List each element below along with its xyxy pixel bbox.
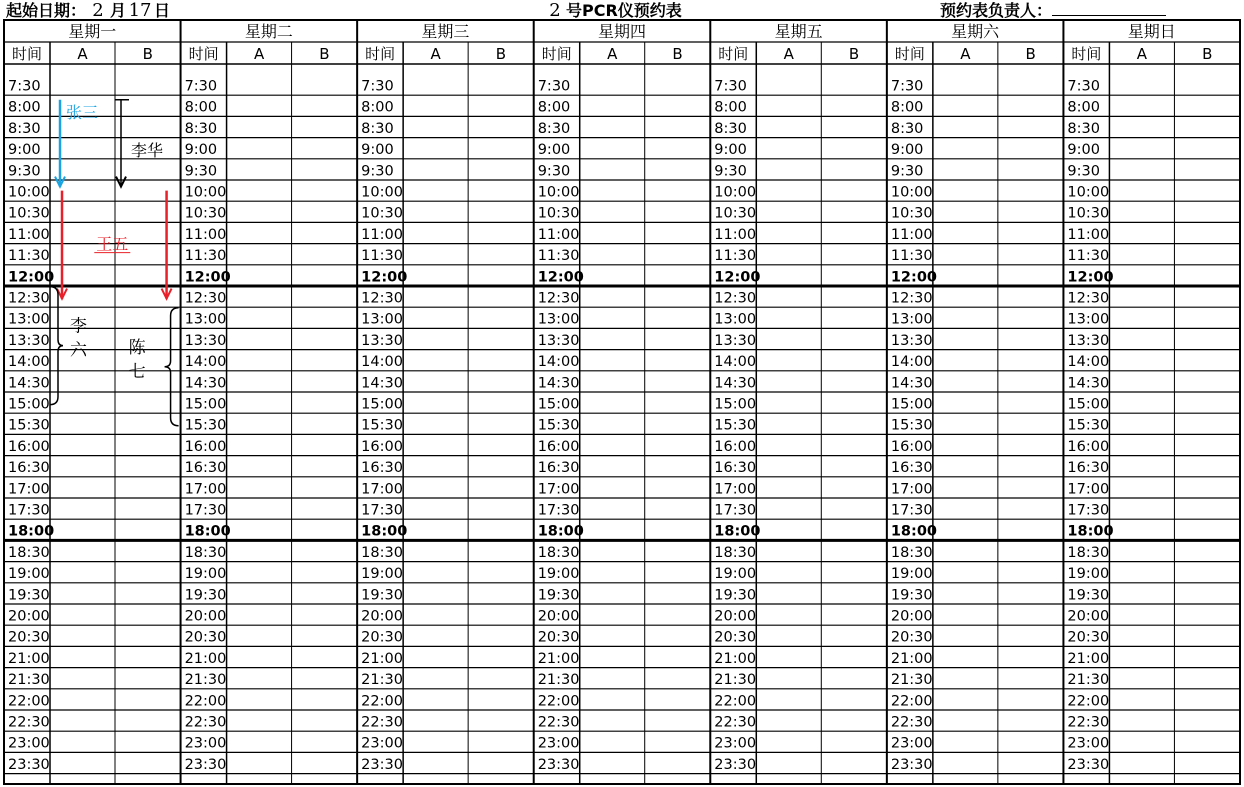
time-label: 12:30 <box>890 290 933 307</box>
time-label: 9:30 <box>890 163 924 180</box>
time-label: 21:30 <box>1067 672 1110 689</box>
time-header: 时间 <box>1071 45 1102 63</box>
time-label: 20:30 <box>361 629 403 646</box>
time-label: 10:30 <box>714 205 757 222</box>
name-char: 七 <box>128 361 146 382</box>
start-date-label: 起始日期： <box>6 1 87 20</box>
time-label: 19:00 <box>8 566 50 583</box>
col-b-header: B <box>319 45 330 63</box>
time-label: 12:30 <box>537 290 580 307</box>
time-label: 12:30 <box>184 290 227 307</box>
time-header: 时间 <box>541 45 572 63</box>
time-header: 时间 <box>188 45 219 63</box>
time-label: 16:30 <box>890 460 933 477</box>
time-label: 21:30 <box>184 672 227 689</box>
time-label: 17:30 <box>361 502 403 519</box>
time-label: 11:30 <box>361 248 403 265</box>
time-label: 18:30 <box>714 544 757 561</box>
time-label: 18:30 <box>361 544 403 561</box>
time-label: 20:30 <box>537 629 580 646</box>
day-value: 17 <box>126 3 154 20</box>
time-label: 20:00 <box>184 608 227 625</box>
col-a-header: A <box>430 45 441 63</box>
time-label: 15:00 <box>890 396 933 413</box>
time-label: 19:30 <box>714 587 757 604</box>
time-label: 16:30 <box>537 460 580 477</box>
time-label: 11:30 <box>8 248 50 265</box>
time-label: 16:30 <box>184 460 227 477</box>
time-label: 19:30 <box>890 587 933 604</box>
time-label: 15:00 <box>8 396 50 413</box>
col-b-header: B <box>1025 45 1036 63</box>
time-label: 18:00 <box>1067 523 1114 540</box>
manager-label: 预约表负责人： <box>940 1 1053 20</box>
time-label: 21:30 <box>714 672 757 689</box>
time-label: 15:00 <box>1067 396 1110 413</box>
time-label: 21:30 <box>361 672 403 689</box>
time-label: 16:00 <box>184 438 227 455</box>
time-label: 20:00 <box>8 608 50 625</box>
time-label: 14:30 <box>184 375 227 392</box>
col-a-header: A <box>783 45 794 63</box>
time-label: 7:30 <box>714 78 747 95</box>
col-a-header: A <box>960 45 971 63</box>
time-label: 22:00 <box>361 693 403 710</box>
time-label: 13:30 <box>1067 332 1110 349</box>
time-label: 19:00 <box>184 566 227 583</box>
time-label: 22:30 <box>184 714 227 731</box>
time-label: 14:30 <box>890 375 933 392</box>
time-label: 17:00 <box>361 481 403 498</box>
time-label: 9:00 <box>8 142 41 159</box>
time-label: 14:00 <box>361 354 403 371</box>
time-label: 19:00 <box>537 566 580 583</box>
time-label: 23:00 <box>184 735 227 752</box>
time-label: 11:30 <box>184 248 227 265</box>
time-label: 23:30 <box>361 756 403 773</box>
time-label: 20:00 <box>1067 608 1110 625</box>
time-label: 10:00 <box>714 184 757 201</box>
time-label: 11:30 <box>537 248 580 265</box>
time-label: 22:30 <box>8 714 50 731</box>
time-label: 13:00 <box>8 311 50 328</box>
time-label: 19:30 <box>1067 587 1110 604</box>
time-header: 时间 <box>11 45 43 63</box>
time-label: 16:00 <box>361 438 403 455</box>
time-label: 8:00 <box>1067 99 1100 116</box>
time-label: 8:00 <box>361 99 394 116</box>
time-label: 18:30 <box>537 544 580 561</box>
time-label: 13:00 <box>714 311 757 328</box>
time-label: 8:30 <box>714 120 747 137</box>
time-label: 10:30 <box>890 205 933 222</box>
time-label: 18:00 <box>184 523 231 540</box>
time-label: 16:00 <box>890 438 933 455</box>
time-label: 18:30 <box>890 544 933 561</box>
time-label: 23:30 <box>537 756 580 773</box>
time-label: 9:00 <box>714 142 747 159</box>
title-text: 号PCR仪预约表 <box>566 1 682 20</box>
time-label: 23:30 <box>890 756 933 773</box>
time-label: 14:00 <box>1067 354 1110 371</box>
col-a-header: A <box>77 45 88 63</box>
time-label: 23:00 <box>714 735 757 752</box>
time-label: 19:00 <box>890 566 933 583</box>
time-label: 15:00 <box>184 396 227 413</box>
time-label: 20:30 <box>184 629 227 646</box>
time-label: 9:00 <box>890 142 924 159</box>
time-label: 19:00 <box>1067 566 1110 583</box>
time-label: 10:30 <box>361 205 403 222</box>
month-value: 2 <box>86 3 110 20</box>
time-label: 21:00 <box>537 650 580 667</box>
time-label: 21:00 <box>361 650 403 667</box>
time-label: 8:30 <box>8 120 41 137</box>
time-label: 8:00 <box>8 99 41 116</box>
time-label: 9:00 <box>184 142 218 159</box>
time-label: 16:30 <box>714 460 757 477</box>
time-label: 13:00 <box>890 311 933 328</box>
time-label: 8:00 <box>890 99 924 116</box>
time-label: 21:00 <box>1067 650 1110 667</box>
time-label: 22:30 <box>537 714 580 731</box>
time-label: 17:30 <box>537 502 580 519</box>
time-label: 17:00 <box>184 481 227 498</box>
time-label: 10:30 <box>184 205 227 222</box>
time-label: 22:30 <box>714 714 757 731</box>
time-label: 12:30 <box>8 290 50 307</box>
time-label: 17:00 <box>8 481 50 498</box>
time-label: 20:30 <box>1067 629 1110 646</box>
day-name: 星期一 <box>68 22 117 41</box>
time-label: 15:30 <box>1067 417 1110 434</box>
time-label: 15:30 <box>890 417 933 434</box>
time-label: 15:30 <box>714 417 757 434</box>
time-label: 9:00 <box>1067 142 1100 159</box>
day-name: 星期二 <box>244 22 293 41</box>
time-label: 12:00 <box>537 269 584 286</box>
time-label: 15:00 <box>361 396 403 413</box>
time-label: 14:30 <box>537 375 580 392</box>
time-label: 22:30 <box>890 714 933 731</box>
time-label: 8:00 <box>184 99 218 116</box>
time-label: 22:30 <box>361 714 403 731</box>
time-label: 7:30 <box>184 78 218 95</box>
col-a-header: A <box>1136 45 1148 63</box>
time-label: 21:30 <box>8 672 50 689</box>
time-label: 13:30 <box>890 332 933 349</box>
time-label: 8:30 <box>537 120 571 137</box>
time-label: 18:00 <box>8 523 55 540</box>
time-label: 20:00 <box>537 608 580 625</box>
time-label: 12:30 <box>1067 290 1110 307</box>
time-label: 23:30 <box>8 756 50 773</box>
time-label: 9:30 <box>361 163 394 180</box>
time-label: 22:00 <box>8 693 50 710</box>
time-label: 18:00 <box>537 523 584 540</box>
time-label: 9:30 <box>537 163 571 180</box>
time-label: 23:00 <box>537 735 580 752</box>
time-label: 11:30 <box>890 248 933 265</box>
time-label: 23:00 <box>8 735 50 752</box>
reservation-name: 李华 <box>131 141 164 161</box>
time-label: 16:00 <box>1067 438 1110 455</box>
time-label: 20:00 <box>714 608 757 625</box>
reservation-brace <box>165 308 179 426</box>
time-header: 时间 <box>718 45 749 63</box>
time-label: 11:00 <box>184 226 227 243</box>
time-label: 14:00 <box>8 354 50 371</box>
time-label: 7:30 <box>537 78 571 95</box>
time-label: 23:30 <box>714 756 757 773</box>
time-label: 8:30 <box>361 120 394 137</box>
time-label: 11:30 <box>1067 248 1110 265</box>
time-label: 16:00 <box>714 438 757 455</box>
time-label: 14:00 <box>890 354 933 371</box>
time-label: 15:30 <box>8 417 50 434</box>
grid-text <box>8 22 1212 773</box>
reservation-bracket <box>115 100 129 187</box>
time-label: 23:00 <box>890 735 933 752</box>
day-suffix: 日 <box>154 1 171 20</box>
time-label: 19:30 <box>361 587 403 604</box>
time-label: 16:30 <box>8 460 50 477</box>
time-label: 18:30 <box>184 544 227 561</box>
time-label: 10:30 <box>1067 205 1110 222</box>
time-label: 8:30 <box>1067 120 1100 137</box>
time-label: 11:00 <box>537 226 580 243</box>
time-label: 8:00 <box>537 99 571 116</box>
time-label: 13:30 <box>714 332 757 349</box>
time-label: 23:30 <box>184 756 227 773</box>
time-label: 16:30 <box>361 460 403 477</box>
time-label: 10:00 <box>890 184 933 201</box>
time-label: 20:00 <box>890 608 933 625</box>
time-label: 13:00 <box>184 311 227 328</box>
time-header: 时间 <box>894 45 925 63</box>
day-name: 星期五 <box>774 22 823 41</box>
col-b-header: B <box>495 45 507 63</box>
time-label: 22:00 <box>890 693 933 710</box>
time-label: 10:00 <box>361 184 403 201</box>
time-label: 17:00 <box>890 481 933 498</box>
time-label: 15:00 <box>714 396 757 413</box>
time-label: 18:00 <box>890 523 938 540</box>
time-label: 23:00 <box>1067 735 1110 752</box>
time-label: 22:00 <box>184 693 227 710</box>
time-label: 9:30 <box>8 163 41 180</box>
time-label: 22:00 <box>714 693 757 710</box>
col-a-header: A <box>607 45 618 63</box>
time-label: 23:30 <box>1067 756 1110 773</box>
col-b-header: B <box>142 45 153 63</box>
time-label: 9:00 <box>361 142 394 159</box>
name-char: 陈 <box>128 337 146 358</box>
time-label: 7:30 <box>890 78 924 95</box>
time-label: 22:30 <box>1067 714 1110 731</box>
time-label: 7:30 <box>361 78 394 95</box>
time-label: 17:30 <box>714 502 757 519</box>
time-label: 11:00 <box>1067 226 1110 243</box>
time-label: 11:00 <box>8 226 50 243</box>
time-label: 8:30 <box>184 120 218 137</box>
reservation-name: 张三 <box>66 102 99 122</box>
time-label: 17:30 <box>8 502 50 519</box>
name-char: 李 <box>70 316 87 337</box>
time-label: 20:00 <box>361 608 403 625</box>
time-label: 13:30 <box>361 332 403 349</box>
time-label: 14:30 <box>361 375 403 392</box>
time-label: 7:30 <box>1067 78 1100 95</box>
time-label: 15:00 <box>537 396 580 413</box>
time-label: 11:00 <box>361 226 403 243</box>
reservation-name <box>70 317 88 361</box>
time-label: 10:00 <box>537 184 580 201</box>
time-label: 15:30 <box>184 417 227 434</box>
time-label: 21:00 <box>184 650 227 667</box>
time-label: 8:30 <box>890 120 924 137</box>
time-label: 20:30 <box>8 629 50 646</box>
time-label: 13:30 <box>537 332 580 349</box>
time-label: 10:30 <box>537 205 580 222</box>
time-label: 17:30 <box>890 502 933 519</box>
time-label: 17:00 <box>537 481 580 498</box>
name-char: 六 <box>70 340 87 361</box>
time-label: 7:30 <box>8 78 41 95</box>
time-label: 21:00 <box>714 650 757 667</box>
time-label: 18:00 <box>714 523 761 540</box>
time-label: 9:30 <box>184 163 218 180</box>
time-label: 10:30 <box>8 205 50 222</box>
col-b-header: B <box>1202 45 1213 63</box>
time-label: 23:00 <box>361 735 403 752</box>
time-label: 10:00 <box>8 184 50 201</box>
time-label: 21:00 <box>8 650 50 667</box>
time-label: 11:00 <box>890 226 933 243</box>
time-label: 15:30 <box>361 417 403 434</box>
time-label: 12:00 <box>184 269 231 286</box>
reservation-name <box>129 338 147 382</box>
day-name: 星期四 <box>597 22 647 41</box>
time-label: 19:30 <box>8 587 50 604</box>
time-label: 9:00 <box>537 142 571 159</box>
time-label: 21:00 <box>890 650 933 667</box>
time-label: 21:30 <box>537 672 580 689</box>
time-label: 18:30 <box>1067 544 1110 561</box>
time-label: 12:30 <box>714 290 757 307</box>
time-label: 13:00 <box>1067 311 1110 328</box>
time-label: 17:30 <box>184 502 227 519</box>
time-label: 14:30 <box>1067 375 1110 392</box>
col-b-header: B <box>848 45 860 63</box>
time-label: 17:00 <box>1067 481 1110 498</box>
time-label: 21:30 <box>890 672 933 689</box>
time-label: 11:30 <box>714 248 757 265</box>
time-label: 19:00 <box>714 566 757 583</box>
time-label: 13:30 <box>8 332 50 349</box>
time-label: 18:00 <box>361 523 408 540</box>
time-label: 13:00 <box>361 311 403 328</box>
time-label: 12:30 <box>361 290 403 307</box>
day-name: 星期六 <box>951 22 1000 41</box>
time-label: 14:30 <box>8 375 50 392</box>
time-label: 9:30 <box>1067 163 1100 180</box>
time-label: 16:30 <box>1067 460 1110 477</box>
day-name: 星期日 <box>1127 22 1176 41</box>
time-label: 18:30 <box>8 544 50 561</box>
time-label: 16:00 <box>537 438 580 455</box>
time-label: 15:30 <box>537 417 580 434</box>
time-label: 13:30 <box>184 332 227 349</box>
time-label: 22:00 <box>1067 693 1110 710</box>
time-label: 12:00 <box>714 269 761 286</box>
time-label: 12:00 <box>361 269 408 286</box>
time-label: 14:00 <box>714 354 757 371</box>
time-label: 12:00 <box>1067 269 1114 286</box>
time-label: 20:30 <box>890 629 933 646</box>
time-label: 14:00 <box>537 354 580 371</box>
time-label: 20:30 <box>714 629 757 646</box>
reservation-name: 王五 <box>96 234 129 254</box>
time-label: 17:00 <box>714 481 757 498</box>
time-label: 16:00 <box>8 438 50 455</box>
time-label: 12:00 <box>890 269 938 286</box>
time-label: 9:30 <box>714 163 747 180</box>
time-header: 时间 <box>365 45 396 63</box>
time-label: 11:00 <box>714 226 757 243</box>
reservation-annotations <box>50 100 179 426</box>
time-label: 12:00 <box>8 269 55 286</box>
time-label: 10:00 <box>184 184 227 201</box>
day-name: 星期三 <box>421 22 470 41</box>
reservation-brace <box>50 287 63 405</box>
time-label: 19:30 <box>537 587 580 604</box>
month-suffix: 月 <box>110 1 127 20</box>
time-label: 22:00 <box>537 693 580 710</box>
time-label: 10:00 <box>1067 184 1110 201</box>
time-label: 13:00 <box>537 311 580 328</box>
col-a-header: A <box>253 45 265 63</box>
time-label: 14:00 <box>184 354 227 371</box>
time-label: 8:00 <box>714 99 747 116</box>
time-label: 14:30 <box>714 375 757 392</box>
time-label: 19:00 <box>361 566 403 583</box>
title-number: 2 <box>549 0 561 21</box>
time-label: 17:30 <box>1067 502 1110 519</box>
time-label: 19:30 <box>184 587 227 604</box>
col-b-header: B <box>672 45 683 63</box>
